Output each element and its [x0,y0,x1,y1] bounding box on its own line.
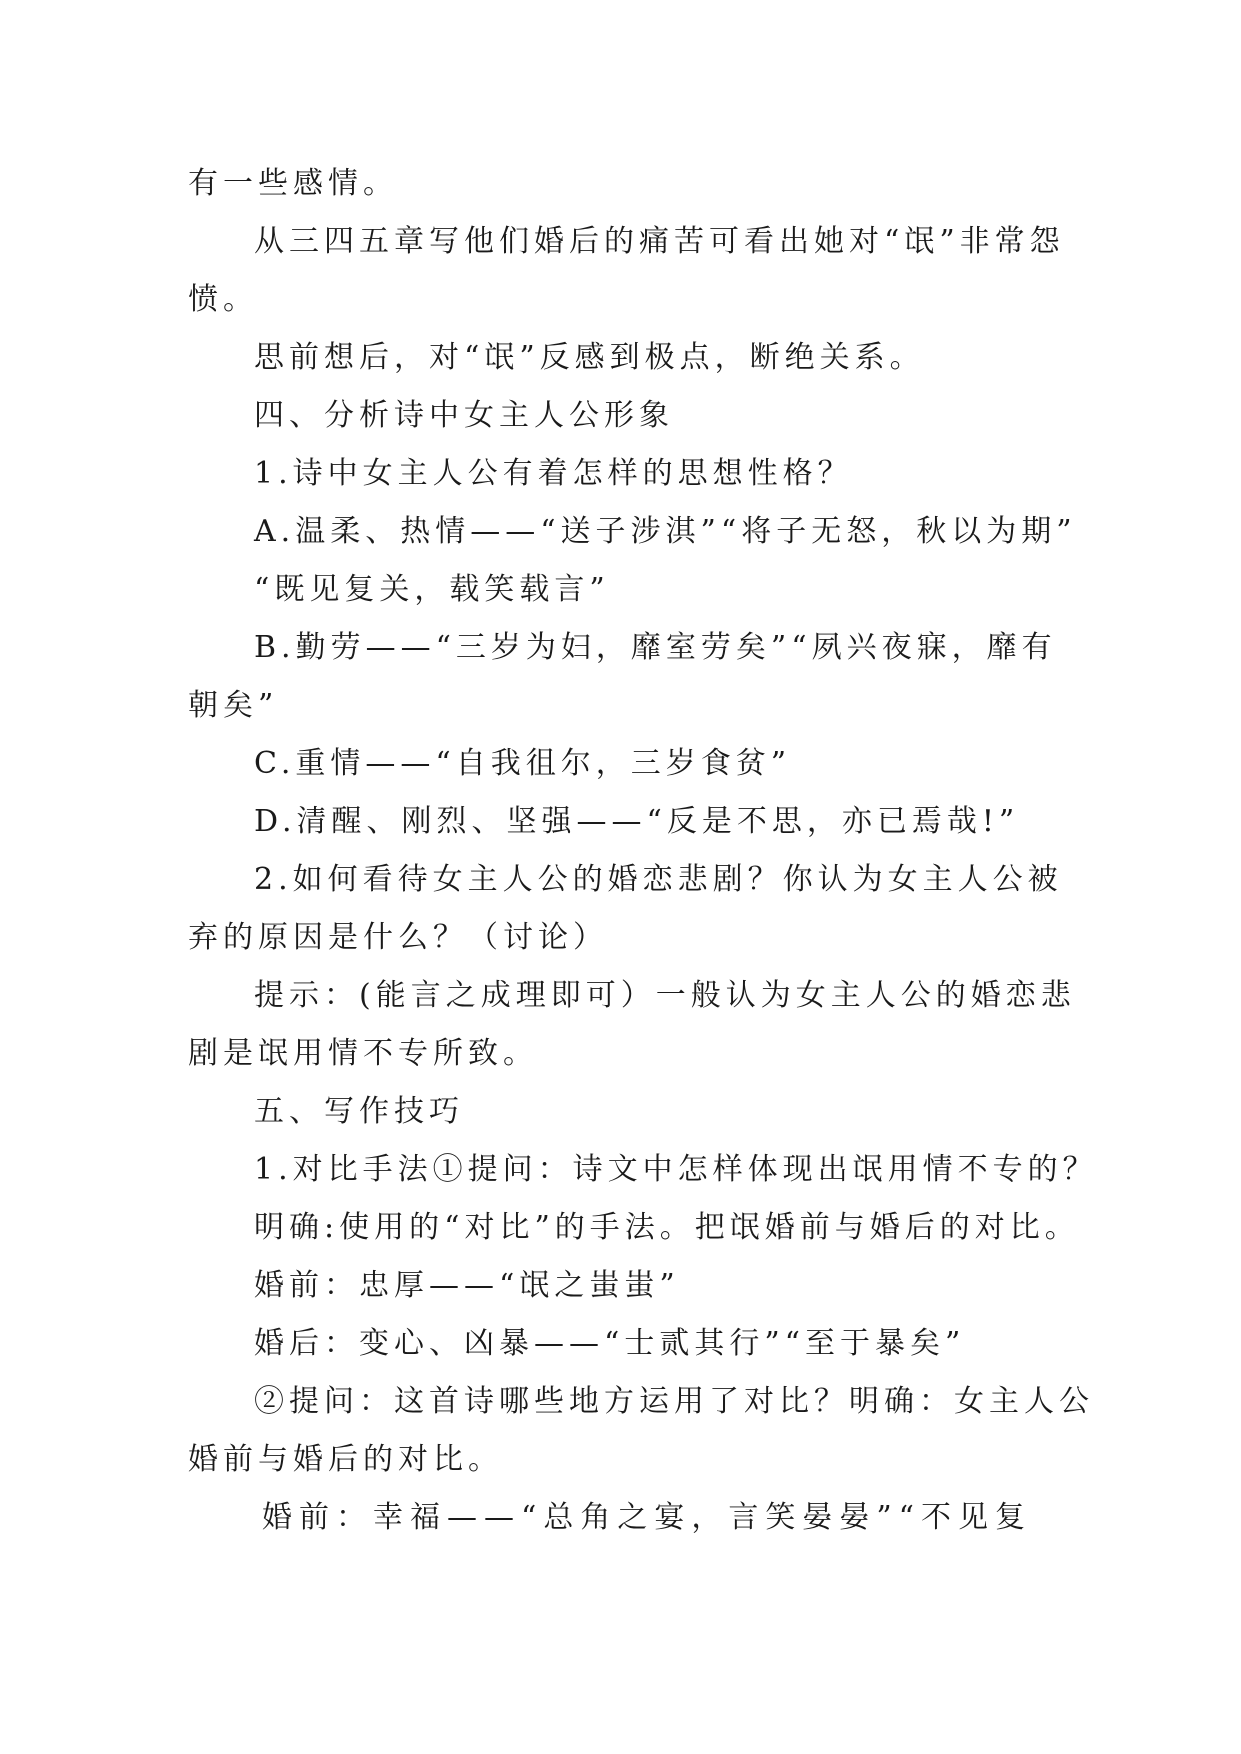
text-line: ②提问：这首诗哪些地方运用了对比？明确：女主人公 [254,1384,1094,1419]
text-line: 婚前与婚后的对比。 [188,1442,503,1477]
text-line: “既见复关，载笑载言” [254,572,610,607]
text-line: 愤。 [188,282,258,317]
text-line: 朝矣” [188,688,279,723]
text-line: 明确:使用的“对比”的手法。把氓婚前与婚后的对比。 [254,1210,1080,1245]
question: 1.诗中女主人公有着怎样的思想性格？ [254,456,853,491]
text-line: D.清醒、刚烈、坚强——“反是不思，亦已焉哉!” [254,804,1020,839]
text-line: 从三四五章写他们婚后的痛苦可看出她对“氓”非常怨 [254,224,1065,259]
text-line: 婚前：幸福——“总角之宴，言笑晏晏”“不见复 [262,1500,1033,1535]
text-line: 弃的原因是什么？（讨论） [188,920,608,955]
text-line: 思前想后，对“氓”反感到极点，断绝关系。 [254,340,925,375]
section-heading: 四、分析诗中女主人公形象 [254,398,674,433]
text-line: 提示：(能言之成理即可）一般认为女主人公的婚恋悲 [254,978,1076,1013]
text-line: 婚后：变心、凶暴——“士贰其行”“至于暴矣” [254,1326,966,1361]
text-line: 1.对比手法①提问：诗文中怎样体现出氓用情不专的？ [254,1152,1098,1187]
section-heading: 五、写作技巧 [254,1094,464,1129]
text-line: 婚前：忠厚——“氓之蚩蚩” [254,1268,680,1303]
text-line: C.重情——“自我徂尔，三岁食贫” [254,746,792,781]
text-line: 剧是氓用情不专所致。 [188,1036,538,1071]
text-line: 有一些感情。 [188,166,398,201]
text-line: A.温柔、热情——“送子涉淇”“将子无怒，秋以为期” [254,514,1077,549]
question: 2.如何看待女主人公的婚恋悲剧？你认为女主人公被 [254,862,1063,897]
text-line: B.勤劳——“三岁为妇，靡室劳矣”“夙兴夜寐，靡有 [254,630,1057,665]
